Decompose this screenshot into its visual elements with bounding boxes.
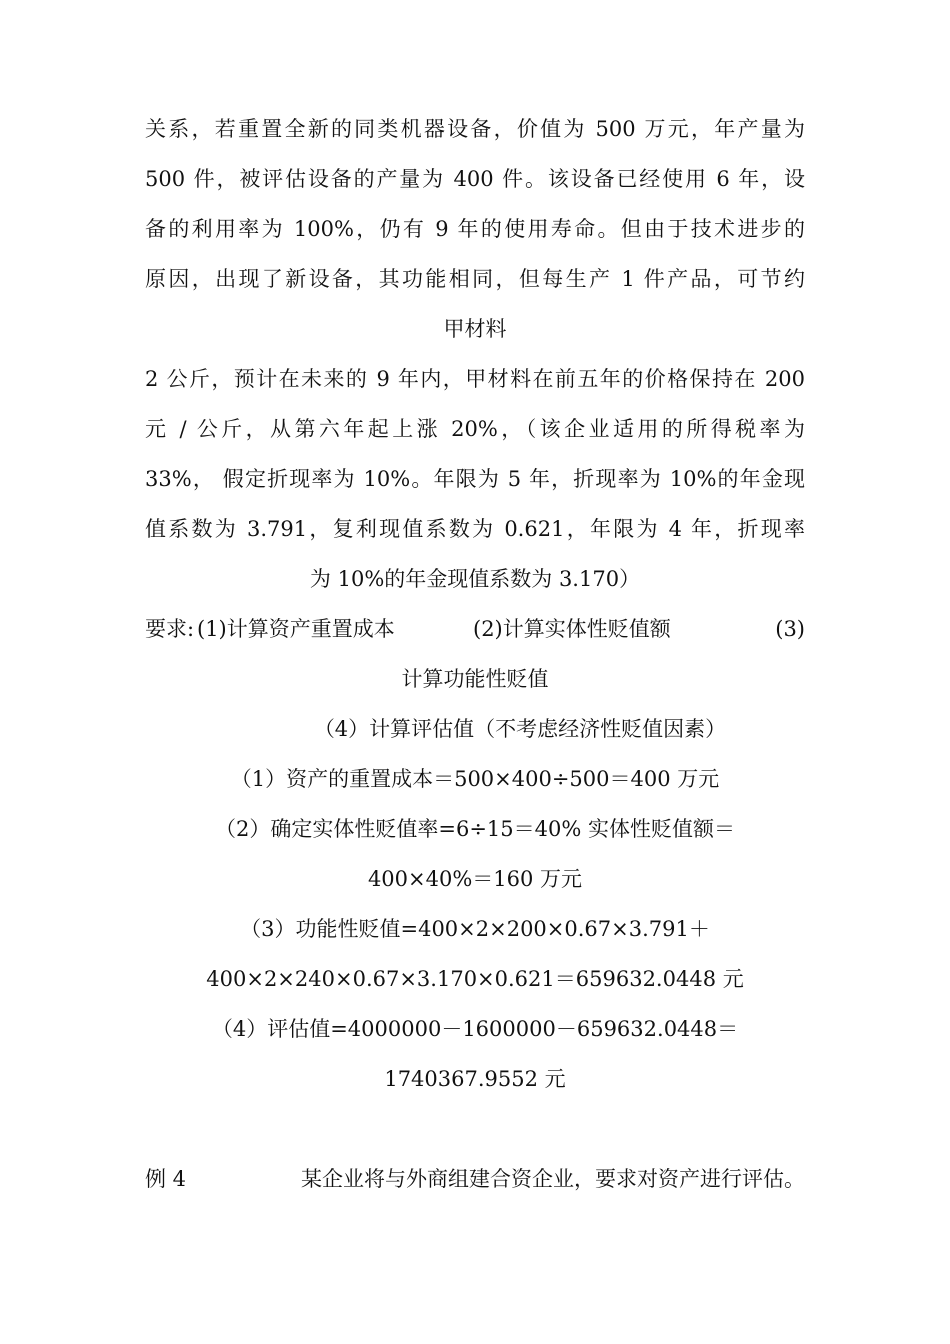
requirement-item-number: (3) xyxy=(775,617,805,641)
solution-line: （3）功能性贬值=400×2×200×0.67×3.791＋ xyxy=(240,917,710,941)
example-text: 某企业将与外商组建合资企业，要求对资产进行评估。 xyxy=(301,1167,805,1191)
paragraph-line: 2 公斤，预计在未来的 9 年内，甲材料在前五年的价格保持在 200 xyxy=(145,367,805,391)
requirement-item: (2)计算实体性贬值额 xyxy=(473,617,671,641)
requirement-item: （4）计算评估值（不考虑经济性贬值因素） xyxy=(313,717,727,741)
example-heading xyxy=(145,1164,805,1194)
paragraph-line: 甲材料 xyxy=(443,317,507,341)
solution-line: （1）资产的重置成本＝500×400÷500＝400 万元 xyxy=(230,767,720,791)
paragraph-line: 关系，若重置全新的同类机器设备，价值为 500 万元，年产量为 xyxy=(145,117,805,141)
solution-line: 400×2×240×0.67×3.170×0.621＝659632.0448 元 xyxy=(206,967,744,991)
solution-line: （2）确定实体性贬值率=6÷15＝40% 实体性贬值额＝ xyxy=(215,817,735,841)
example-label: 例 4 xyxy=(145,1167,187,1191)
solution-line: （4）评估值=4000000－1600000－659632.0448＝ xyxy=(211,1017,739,1041)
requirements-label: 要求: xyxy=(145,617,195,641)
requirements-line xyxy=(145,614,805,644)
requirement-item: (1)计算资产重置成本 xyxy=(197,617,395,641)
solution-line: 400×40%＝160 万元 xyxy=(367,867,583,891)
requirement-item: 计算功能性贬值 xyxy=(401,667,549,691)
paragraph-line: 原因，出现了新设备，其功能相同，但每生产 1 件产品，可节约 xyxy=(145,267,805,291)
paragraph-line: 为 10%的年金现值系数为 3.170） xyxy=(309,567,641,591)
paragraph-line: 500 件，被评估设备的产量为 400 件。该设备已经使用 6 年，设 xyxy=(145,167,805,191)
paragraph-line: 33%， 假定折现率为 10%。年限为 5 年，折现率为 10%的年金现 xyxy=(145,467,805,491)
solution-line: 1740367.9552 元 xyxy=(384,1067,566,1091)
paragraph-line: 元 / 公斤，从第六年起上涨 20%，（该企业适用的所得税率为 xyxy=(145,417,805,441)
paragraph-line: 备的利用率为 100%，仍有 9 年的使用寿命。但由于技术进步的 xyxy=(145,217,805,241)
paragraph-line: 值系数为 3.791，复利现值系数为 0.621，年限为 4 年，折现率 xyxy=(145,517,805,541)
